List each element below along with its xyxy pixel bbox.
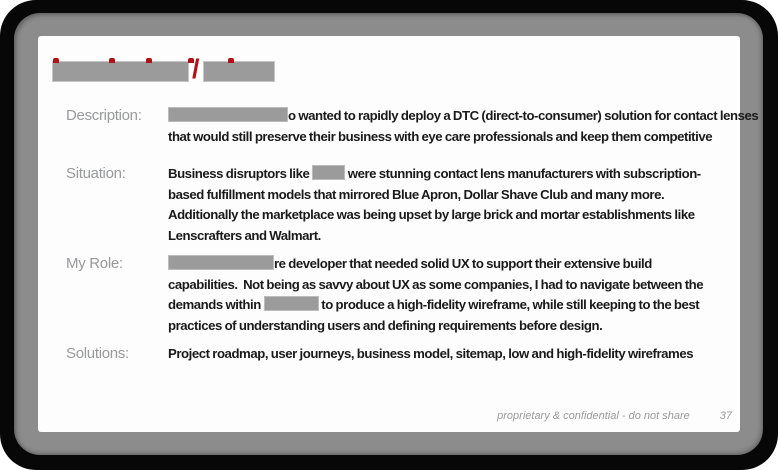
page-number: 37 (719, 410, 732, 422)
body-line (168, 127, 758, 148)
body-line (168, 164, 722, 185)
case-study-slide (38, 36, 759, 432)
body-text: were stunning contact lens manufacturers with subscription- (345, 166, 701, 181)
body-text: based fulfillment models that mirrored Blue Apron, Dollar Shave Club and many more. (168, 186, 665, 202)
section-body (168, 254, 722, 336)
section-solutions- (66, 344, 722, 365)
title-redaction-box (52, 61, 189, 82)
body-line (168, 106, 758, 127)
body-line (168, 226, 722, 247)
inline-redaction-box (312, 165, 345, 180)
section-body (168, 164, 722, 246)
section-body (168, 106, 758, 147)
body-line (168, 185, 722, 206)
redacted-letter-top (109, 58, 115, 63)
body-line (168, 316, 722, 337)
body-text: to produce a high-fidelity wireframe, while still keeping to the best (318, 297, 700, 312)
section-label: Description: (66, 107, 142, 124)
body-text: Additionally the marketplace was being upset by large brick and mortar establishments like (168, 207, 695, 222)
body-text: o wanted to rapidly deploy a DTC (direct-to-consumer) solution for contact lenses (288, 108, 759, 123)
redacted-letter-top (228, 58, 234, 63)
redacted-letter-top (146, 58, 152, 63)
section-description- (66, 106, 759, 147)
section-situation- (66, 164, 722, 246)
body-text: Project roadmap, user journeys, business model, sitemap, low and high-fidelity wireframes (168, 346, 694, 361)
title-separator-slash: / (192, 54, 200, 84)
body-text: Business disruptors like (168, 166, 313, 181)
redacted-letter-top (53, 58, 59, 63)
body-text: re developer that needed solid UX to support their extensive build (274, 256, 652, 271)
body-line (168, 295, 722, 316)
body-line (168, 275, 722, 296)
body-line (168, 254, 722, 275)
section-label: My Role: (66, 255, 123, 272)
section-body (168, 344, 722, 365)
body-text: practices of understanding users and defining requirements before design. (168, 317, 603, 333)
section-label: Situation: (66, 165, 126, 182)
case-study-sections (66, 106, 759, 373)
body-line (168, 344, 722, 365)
body-text: demands within (168, 297, 264, 312)
body-line (168, 205, 722, 226)
inline-redaction-box (168, 107, 288, 122)
section-label: Solutions: (66, 345, 129, 362)
frame-bezel (14, 13, 763, 455)
inline-redaction-box (264, 296, 319, 311)
confidential-note: proprietary & confidential - do not share (497, 410, 690, 422)
title-redaction-box (203, 61, 275, 82)
body-text: Lenscrafters and Walmart. (168, 227, 321, 243)
section-my-role- (66, 254, 722, 336)
slide-title-redacted (52, 54, 275, 84)
slide-footer (497, 410, 738, 422)
body-text: capabilities. Not being as savvy about UX as some companies, I had to navigate between the (168, 276, 704, 292)
body-text: that would still preserve their business with eye care professionals and keep them competitive (168, 128, 713, 144)
inline-redaction-box (168, 255, 274, 270)
